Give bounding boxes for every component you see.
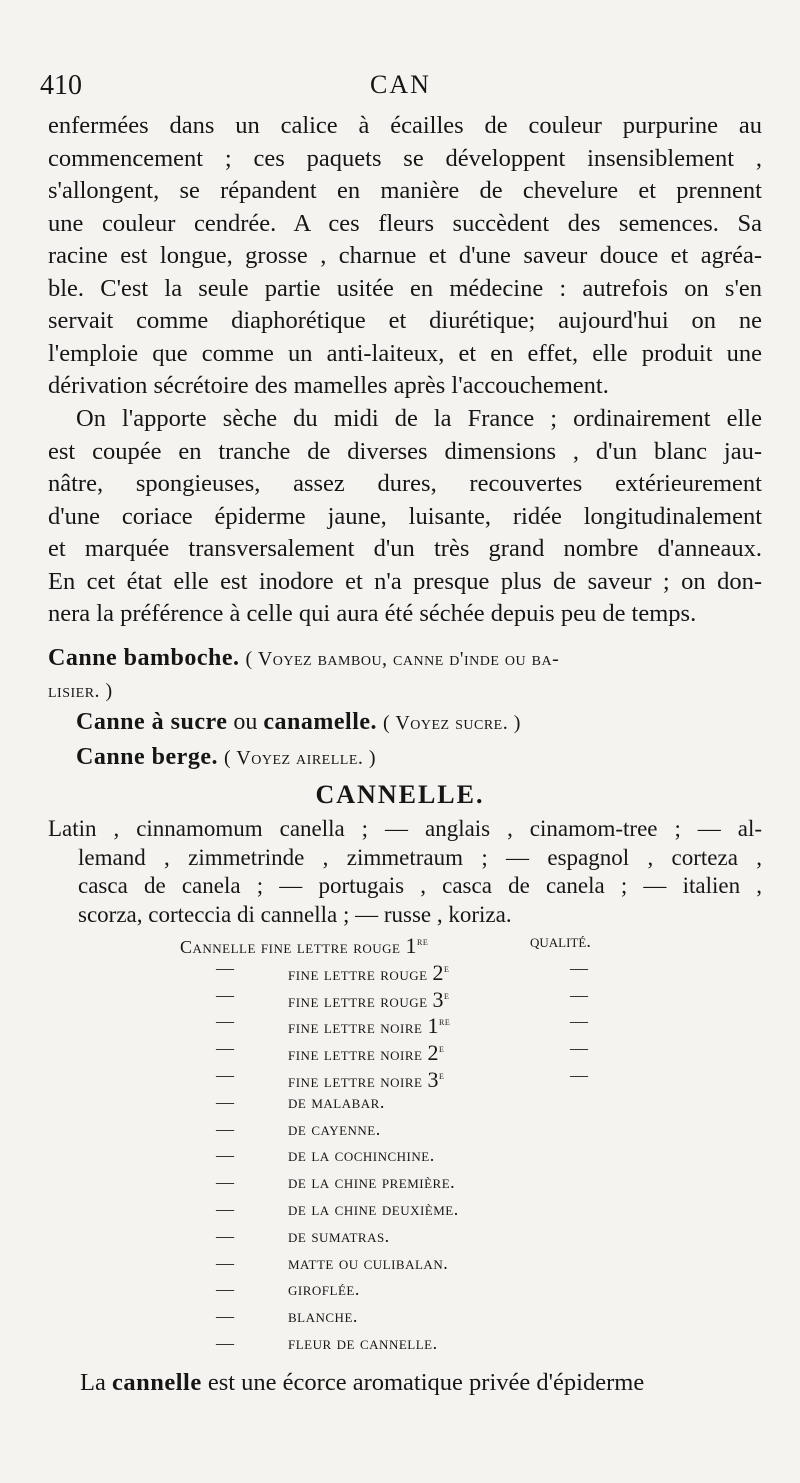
variety-text: fleur de cannelle.	[288, 1332, 438, 1353]
names-line: casca de canela ; — portugais , casca de canela ; — italien ,	[78, 873, 762, 898]
variety-row	[180, 955, 700, 985]
text-line: On l'apporte sèche du midi de la France ; ordinairement elle	[76, 405, 762, 432]
ditto-dash: —	[216, 1145, 234, 1166]
variety-text: giroflée.	[288, 1279, 360, 1300]
variety-text: fine lettre noire	[288, 1017, 423, 1038]
variety-ordinal: 1	[427, 1013, 439, 1039]
entry-term: Canne bamboche.	[48, 645, 240, 671]
variety-ordinal-suffix: re	[438, 1014, 451, 1029]
page-header	[40, 70, 760, 110]
ditto-dash: —	[216, 1038, 234, 1059]
variety-tail: —	[570, 984, 588, 1005]
ditto-dash: —	[216, 1172, 234, 1193]
variety-tail: —	[570, 1064, 588, 1085]
entry-term: Canne à sucre	[76, 709, 228, 735]
text-line: s'allongent, se répandent en manière de chevelure et prennent	[48, 177, 762, 204]
variety-text: Cannelle fine lettre rouge	[180, 937, 401, 957]
text-line: enfermées dans un calice à écailles de couleur purpurine au	[48, 112, 762, 139]
entry-canne-bamboche	[48, 642, 762, 707]
entry-term: Canne berge.	[76, 744, 218, 770]
entry-canne-a-sucre	[76, 706, 790, 739]
text-line: l'emploie que comme un anti-laiteux, et en effet, elle produit une	[48, 339, 762, 367]
text-line: nâtre, spongieuses, assez dures, recouvertes extérieurement	[48, 470, 762, 497]
variety-row	[180, 1330, 700, 1357]
variety-row	[180, 1035, 700, 1066]
variety-name	[288, 1089, 385, 1116]
section-heading: CANNELLE.	[315, 780, 485, 809]
text-line: d'une coriace épiderme jaune, luisante, ridée longitudinalement	[48, 502, 762, 530]
names-line: scorza, corteccia di cannella ; — russe , koriza.	[78, 901, 512, 927]
ditto-dash: —	[216, 1225, 234, 1246]
variety-tail: —	[570, 1038, 588, 1059]
variety-ordinal-suffix: e	[444, 960, 450, 975]
final-line-post: est une écorce aromatique privée d'épiderme	[207, 1369, 645, 1396]
variety-text: fine lettre noire	[288, 1070, 423, 1091]
running-title: CAN	[370, 70, 431, 99]
text-line: et marquée transversalement d'un très grand nombre d'anneaux.	[48, 535, 762, 562]
variety-row	[180, 1008, 700, 1039]
paragraph-1	[48, 110, 762, 403]
paragraph-2	[48, 403, 762, 631]
variety-name	[288, 1196, 459, 1223]
ditto-dash: —	[216, 1091, 234, 1112]
ditto-dash: —	[216, 1011, 234, 1032]
final-line-pre: La	[80, 1369, 106, 1396]
variety-name	[288, 1330, 438, 1357]
text-line: est coupée en tranche de diverses dimensions , d'un blanc jau-	[48, 437, 762, 465]
ditto-dash: —	[216, 1306, 234, 1327]
variety-row	[180, 1062, 700, 1092]
final-line-term: cannelle	[111, 1369, 202, 1396]
variety-text: fine lettre rouge	[288, 963, 428, 984]
variety-ordinal: 2	[432, 959, 445, 985]
ditto-dash: —	[216, 1279, 234, 1300]
text-line: dérivation sécrétoire des mamelles après l'accouchement.	[48, 372, 609, 399]
ditto-dash: —	[216, 1198, 234, 1219]
entry-reference: ( Voyez bambou, canne d'inde ou ba-	[245, 648, 560, 670]
variety-row	[180, 1142, 700, 1169]
text-line: racine est longue, grosse , charnue et d'une saveur douce et agréa-	[48, 242, 762, 269]
names-in-languages	[48, 815, 762, 929]
page-number: 410	[40, 70, 82, 101]
text-line: ble. C'est la seule partie usitée en médecine : autrefois on s'en	[48, 274, 762, 302]
variety-ordinal-suffix: e	[438, 1067, 445, 1082]
final-line	[80, 1367, 764, 1399]
ditto-dash: —	[216, 1064, 234, 1085]
entry-connector: ou	[233, 709, 258, 735]
variety-text: fine lettre rouge	[288, 990, 428, 1011]
ditto-dash: —	[216, 984, 234, 1005]
ditto-dash: —	[216, 1332, 234, 1353]
variety-ordinal-suffix: e	[438, 1041, 445, 1056]
text-line: une couleur cendrée. A ces fleurs succèdent des semences. Sa	[48, 209, 762, 237]
ditto-dash: —	[216, 1252, 234, 1273]
variety-name	[288, 1276, 360, 1303]
variety-tail: qualité.	[530, 931, 591, 951]
variety-text: de la chine première.	[288, 1172, 456, 1193]
variety-ordinal: 2	[427, 1040, 439, 1066]
variety-row	[180, 1276, 700, 1303]
variety-text: de la chine deuxième.	[288, 1198, 459, 1219]
ditto-dash: —	[216, 1118, 234, 1139]
entry-reference: ( Voyez airelle. )	[223, 747, 377, 769]
variety-row	[180, 1169, 700, 1196]
text-line: commencement ; ces paquets se développent insensiblement ,	[48, 144, 762, 172]
variety-row	[180, 1303, 700, 1330]
variety-ordinal-suffix: re	[416, 934, 429, 948]
variety-name	[288, 1142, 435, 1169]
variety-text: fine lettre noire	[288, 1044, 423, 1065]
variety-text: de malabar.	[288, 1091, 385, 1112]
names-line: Latin , cinnamomum canella ; — anglais , cinamom-tree ; — al-	[48, 816, 762, 841]
variety-row	[180, 1089, 700, 1116]
variety-row	[180, 1196, 700, 1223]
variety-name	[288, 1169, 455, 1196]
variety-row	[180, 1116, 700, 1143]
entry-reference-cont: lisier. )	[48, 680, 113, 702]
variety-tail: —	[570, 1011, 588, 1032]
ditto-dash: —	[216, 957, 234, 978]
names-line: lemand , zimmetrinde , zimmetraum ; — espagnol , corteza ,	[78, 844, 762, 870]
varieties-list	[180, 928, 700, 1357]
variety-name	[288, 1250, 448, 1277]
variety-ordinal-suffix: e	[444, 987, 450, 1002]
variety-ordinal: 1	[405, 933, 417, 958]
variety-name	[288, 1116, 381, 1143]
variety-name	[288, 1303, 358, 1330]
variety-row	[180, 982, 700, 1012]
variety-tail: —	[570, 957, 588, 978]
variety-ordinal: 3	[432, 986, 445, 1012]
variety-text: de la cochinchine.	[288, 1145, 435, 1166]
variety-row	[180, 1250, 700, 1277]
variety-name	[288, 1223, 390, 1250]
variety-text: blanche.	[288, 1306, 358, 1327]
variety-text: de sumatras.	[288, 1225, 390, 1246]
variety-row	[180, 1223, 700, 1250]
variety-text: matte ou culibalan.	[288, 1252, 449, 1273]
text-line: servait comme diaphorétique et diurétique; aujourd'hui on ne	[48, 307, 762, 334]
variety-ordinal: 3	[427, 1066, 439, 1092]
variety-row	[180, 928, 700, 958]
entry-term-alt: canamelle.	[263, 709, 378, 735]
entry-canne-berge	[76, 741, 790, 774]
text-line: nera la préférence à celle qui aura été séchée depuis peu de temps.	[48, 600, 697, 627]
variety-text: de cayenne.	[288, 1118, 381, 1139]
text-line: En cet état elle est inodore et n'a presque plus de saveur ; on don-	[48, 567, 762, 595]
entry-reference: ( Voyez sucre. )	[383, 712, 521, 734]
